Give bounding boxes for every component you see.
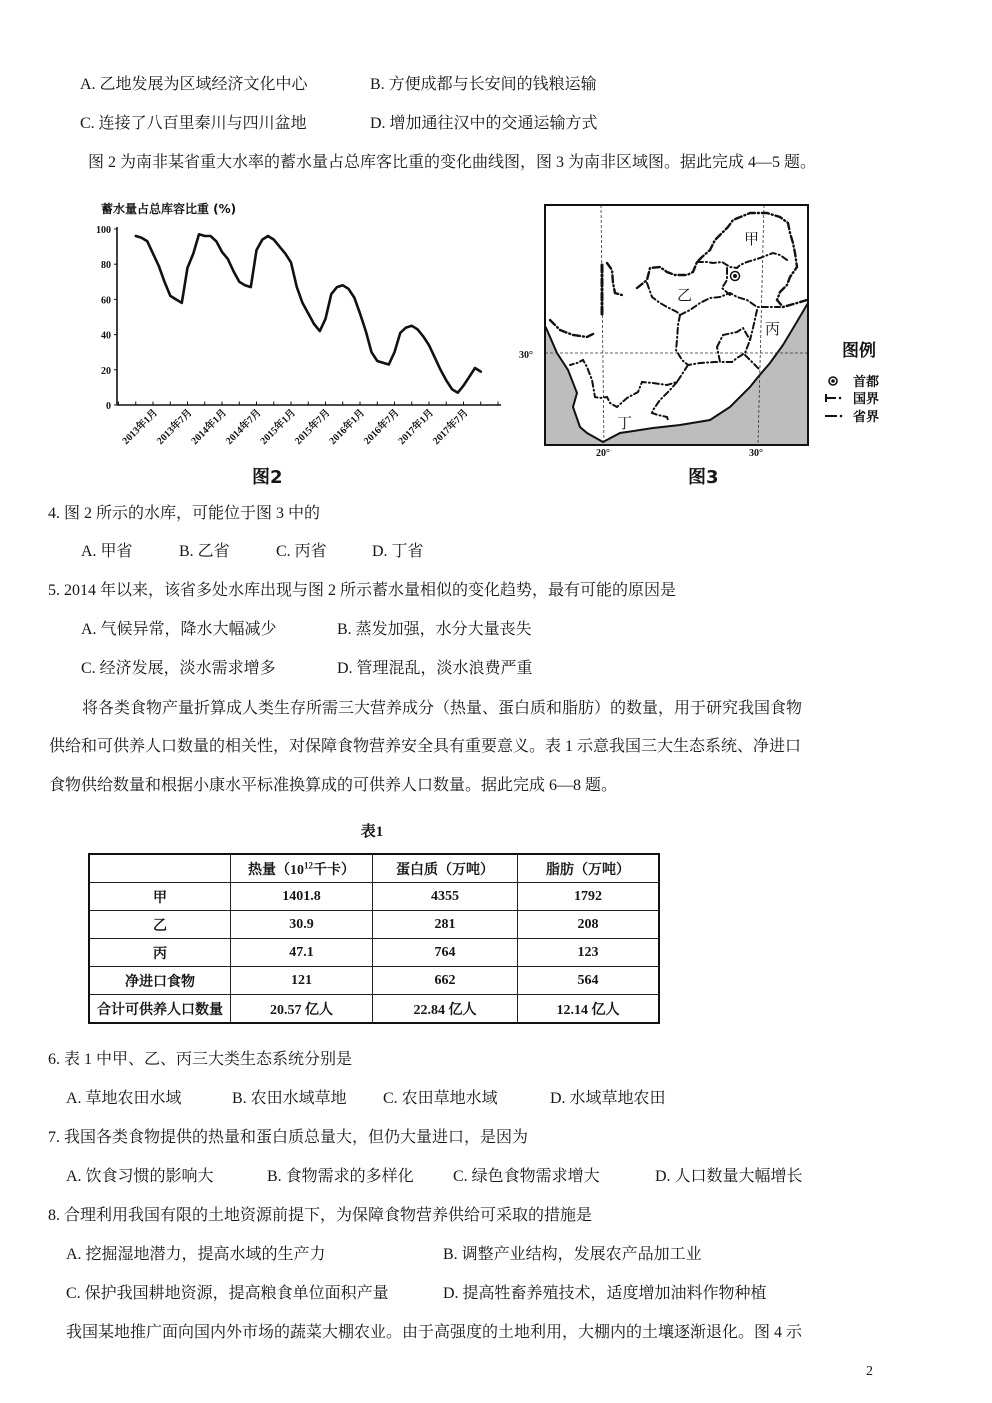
q6-option-a: A. 草地农田水域 (66, 1090, 182, 1107)
capital-icon (829, 377, 837, 385)
row-label: 合计可供养人口数量 (89, 995, 231, 1024)
province-label-jia: 甲 (744, 232, 760, 248)
intro-6-8-line: 供给和可供养人口数量的相关性，对保障食物营养安全具有重要意义。表 1 示意我国三大生态系统、净进口 (49, 738, 802, 755)
table1-title: 表1 (360, 824, 384, 840)
q6-option-d: D. 水域草地农田 (550, 1090, 666, 1107)
cell-fat: 12.14 亿人 (518, 995, 660, 1024)
figure2-caption: 图2 (252, 467, 283, 488)
cell-fat: 123 (518, 939, 660, 967)
province-label-yi: 乙 (677, 288, 693, 304)
q4-option-a: A. 甲省 (81, 543, 133, 560)
x-tick-label: 2015年1月 (258, 407, 299, 447)
cell-heat: 20.57 亿人 (231, 995, 373, 1024)
cell-protein: 281 (373, 911, 518, 939)
intro-4-5: 图 2 为南非某省重大水率的蓄水量占总库客比重的变化曲线图，图 3 为南非区域图。据此完成 4—5 题。 (88, 154, 817, 171)
legend-label-capital: 首都 (853, 375, 880, 390)
q7-option-d: D. 人口数量大幅增长 (655, 1168, 803, 1185)
page-number: 2 (866, 1364, 873, 1379)
q8-option-a: A. 挖掘湿地潜力，提高水域的生产力 (66, 1246, 326, 1263)
table-row (89, 911, 659, 939)
x-tick-label: 2016年1月 (327, 407, 368, 447)
q7-option-c: C. 绿色食物需求增大 (453, 1168, 600, 1185)
intro-6-8-line: 将各类食物产量折算成人类生存所需三大营养成分（热量、蛋白质和脂肪）的数量，用于研究我国食物 (82, 700, 803, 717)
q5-stem: 5. 2014 年以来，该省多处水库出现与图 2 所示蓄水量相似的变化趋势，最有可能的原因是 (48, 582, 677, 599)
q7-stem: 7. 我国各类食物提供的热量和蛋白质总量大，但仍大量进口，是因为 (48, 1129, 529, 1146)
y-tick-label: 80 (101, 260, 111, 272)
q6-option-b: B. 农田水域草地 (232, 1090, 347, 1107)
map-legend (825, 340, 880, 425)
heat-header-prefix: 热量（10 (248, 862, 304, 878)
heat-header-exponent: 12 (304, 859, 313, 870)
table-row (89, 967, 659, 995)
cell-heat: 121 (231, 967, 373, 995)
cell-fat: 208 (518, 911, 660, 939)
heat-header-suffix: 千卡） (313, 862, 355, 878)
x-tick-label: 2017年1月 (396, 407, 437, 447)
longitude-label-20: 20° (596, 448, 610, 459)
x-tick-label: 2013年1月 (120, 407, 161, 447)
q4-option-b: B. 乙省 (179, 543, 230, 560)
capital-icon (731, 272, 740, 281)
latitude-label-30: 30° (519, 350, 533, 361)
q3-option-a: A. 乙地发展为区域经济文化中心 (80, 76, 308, 93)
cell-heat: 30.9 (231, 911, 373, 939)
row-label: 丙 (89, 939, 231, 967)
row-label: 甲 (89, 883, 231, 911)
y-tick-label: 60 (101, 295, 111, 307)
x-tick-label: 2017年7月 (431, 407, 471, 447)
q6-option-c: C. 农田草地水域 (383, 1090, 498, 1107)
y-tick-label: 20 (101, 365, 111, 377)
x-tick-label: 2015年7月 (293, 407, 333, 447)
chart-x-tick-labels (119, 406, 471, 447)
province-label-bing: 丙 (765, 322, 781, 338)
longitude-label-30: 30° (749, 448, 763, 459)
cell-protein: 4355 (373, 883, 518, 911)
q8-option-b: B. 调整产业结构，发展农产品加工业 (443, 1246, 702, 1263)
x-tick-label: 2014年7月 (224, 407, 264, 447)
table-header-protein: 蛋白质（万吨） (373, 854, 518, 883)
chart-y-axis-label: 蓄水量占总库容比重 (%) (101, 202, 237, 216)
y-tick-label: 100 (96, 225, 111, 236)
y-tick-label: 40 (101, 330, 111, 342)
x-tick-label: 2014年1月 (189, 407, 230, 447)
q7-option-a: A. 饮食习惯的影响大 (66, 1168, 214, 1185)
cell-heat: 47.1 (231, 939, 373, 967)
q5-option-b: B. 蒸发加强，水分大量丧失 (337, 621, 532, 638)
table-header-blank (89, 854, 231, 883)
cell-fat: 1792 (518, 883, 660, 911)
q8-stem: 8. 合理利用我国有限的土地资源前提下，为保障食物营养供给可采取的措施是 (48, 1207, 593, 1224)
chart-y-ticks (96, 225, 117, 412)
table-row (89, 995, 659, 1024)
legend-label-national-border: 国界 (853, 392, 880, 407)
cell-protein: 764 (373, 939, 518, 967)
table-header-heat (231, 854, 373, 883)
q3-option-b: B. 方便成都与长安间的钱粮运输 (370, 76, 597, 93)
x-tick-label: 2013年7月 (155, 407, 195, 447)
cell-protein: 22.84 亿人 (373, 995, 518, 1024)
table1 (88, 853, 660, 1024)
q6-stem: 6. 表 1 中甲、乙、丙三大类生态系统分别是 (48, 1051, 353, 1068)
intro-6-8-line: 食物供给数量和根据小康水平标准换算成的可供养人口数量。据此完成 6—8 题。 (49, 777, 618, 794)
q4-option-c: C. 丙省 (276, 543, 327, 560)
intro-next-question: 我国某地推广面向国内外市场的蔬菜大棚农业。由于高强度的土地利用，大棚内的土壤逐渐退化。图 4 示 (66, 1324, 803, 1341)
cell-protein: 662 (373, 967, 518, 995)
table-row (89, 883, 659, 911)
row-label: 净进口食物 (89, 967, 231, 995)
q3-option-c: C. 连接了八百里秦川与四川盆地 (80, 115, 307, 132)
cell-heat: 1401.8 (231, 883, 373, 911)
q5-option-d: D. 管理混乱，淡水浪费严重 (337, 660, 533, 677)
legend-title: 图例 (842, 341, 876, 361)
row-label: 乙 (89, 911, 231, 939)
national-border-icon (826, 394, 841, 402)
q5-option-c: C. 经济发展，淡水需求增多 (81, 660, 276, 677)
legend-label-provincial-border: 省界 (853, 410, 880, 425)
y-tick-label: 0 (106, 401, 111, 412)
figure2-chart (80, 190, 510, 470)
table-header-fat: 脂肪（万吨） (518, 854, 660, 883)
figure3-caption: 图3 (688, 467, 719, 488)
q8-option-c: C. 保护我国耕地资源，提高粮食单位面积产量 (66, 1285, 389, 1302)
table-row (89, 939, 659, 967)
provincial-border-icon (825, 415, 842, 418)
x-tick-label: 2016年7月 (362, 407, 402, 447)
cell-fat: 564 (518, 967, 660, 995)
q3-option-d: D. 增加通往汉中的交通运输方式 (370, 115, 598, 132)
figure3-map (515, 195, 900, 470)
province-label-ding: 丁 (617, 416, 633, 432)
q7-option-b: B. 食物需求的多样化 (267, 1168, 414, 1185)
q4-option-d: D. 丁省 (372, 543, 424, 560)
series-line-water-storage (136, 234, 481, 392)
table-header-row (89, 854, 659, 883)
q8-option-d: D. 提高牲畜养殖技术，适度增加油料作物种植 (443, 1285, 767, 1302)
q4-stem: 4. 图 2 所示的水库，可能位于图 3 中的 (48, 505, 321, 522)
q5-option-a: A. 气候异常，降水大幅减少 (81, 621, 277, 638)
